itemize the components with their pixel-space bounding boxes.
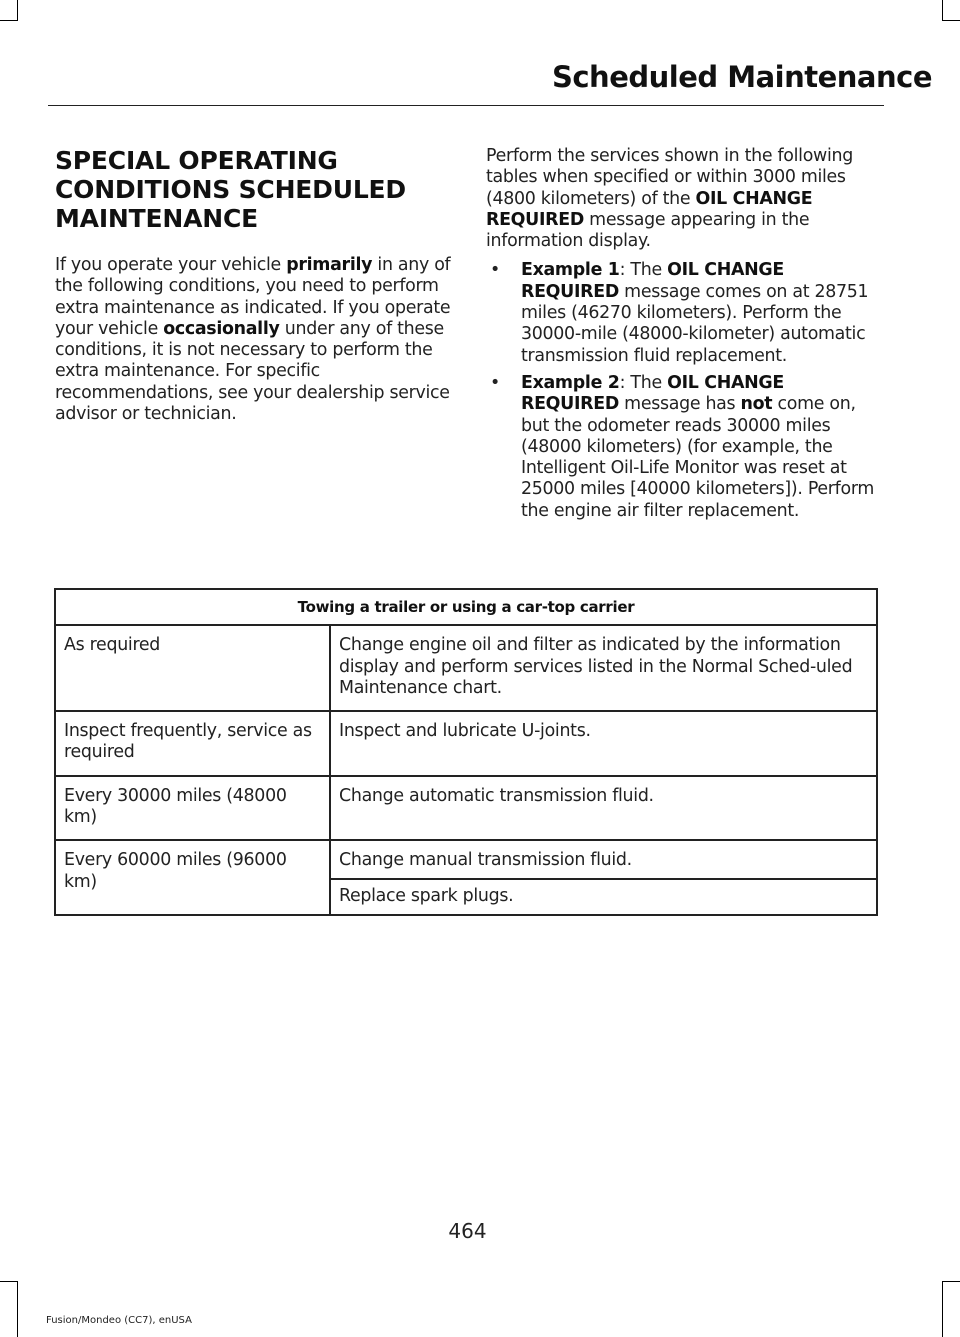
example-item-2: • Example 2: The OIL CHANGE REQUIRED message has not come on, but the odometer reads 30000 miles (48000 kilometers) (for example, the Intelligent Oil-Life Monitor was reset at 25000 miles [40000 kilometers]). Perform the engine air filter replacement. xyxy=(490,372,875,521)
table-row xyxy=(55,711,877,776)
interval-cell: Inspect frequently, service as required xyxy=(55,711,330,776)
service-cell: Replace spark plugs. xyxy=(330,879,877,915)
message-name: OIL CHANGE REQUIRED xyxy=(521,260,784,302)
emphasis-occasionally: occasionally xyxy=(163,318,280,339)
section-heading xyxy=(55,146,455,233)
crop-mark-top-right-horizontal xyxy=(942,20,960,21)
footer-model-label: Fusion/Mondeo (CC7), enUSA xyxy=(46,1315,192,1326)
service-cell: Change engine oil and filter as indicated by the information display and perform services listed in the Normal Sched-uled Maintenance chart. xyxy=(330,625,877,711)
right-column xyxy=(486,146,882,528)
crop-mark-top-right-vertical xyxy=(942,0,943,20)
perform-services-paragraph: Perform the services shown in the following tables when specified or within 3000 miles (4800 kilometers) of the OIL CHANGE REQUIRED message appearing in the information display. xyxy=(486,146,853,252)
running-header-title: Scheduled Maintenance xyxy=(551,60,932,94)
section-heading-line: MAINTENANCE xyxy=(55,204,259,233)
service-cell: Change automatic transmission fluid. xyxy=(330,776,877,841)
bullet: • xyxy=(490,372,500,393)
service-cell: Inspect and lubricate U-joints. xyxy=(330,711,877,776)
message-name: OIL CHANGE REQUIRED xyxy=(486,188,813,230)
interval-cell: As required xyxy=(55,625,330,711)
crop-mark-bottom-left-vertical xyxy=(17,1281,18,1337)
example-item-1: • Example 1: The OIL CHANGE REQUIRED message comes on at 28751 miles (46270 kilometers). Perform the 30000-mile (48000-kilometer) automatic transmission fluid replacement. xyxy=(490,260,869,366)
service-cell: Change manual transmission fluid. xyxy=(330,840,877,878)
bullet: • xyxy=(490,260,500,281)
crop-mark-bottom-right-horizontal xyxy=(942,1281,960,1282)
crop-mark-top-left-horizontal xyxy=(0,20,18,21)
left-column xyxy=(55,146,455,425)
interval-cell: Every 30000 miles (48000 km) xyxy=(55,776,330,841)
table-title-row xyxy=(55,589,877,625)
examples-list xyxy=(486,260,882,522)
crop-mark-bottom-left-horizontal xyxy=(0,1281,18,1282)
interval-cell: Every 60000 miles (96000 km) xyxy=(55,840,330,915)
intro-paragraph: If you operate your vehicle primarily in any of the following conditions, you need to perform extra maintenance as indicated. If you operate your vehicle occasionally under any of these conditions, it is not necessary to perform the extra maintenance. For specific recommendations, see your dealership service advisor or technician. xyxy=(55,255,451,425)
table-row xyxy=(55,776,877,841)
table-row xyxy=(55,840,877,878)
message-name: OIL CHANGE REQUIRED xyxy=(521,372,784,415)
section-heading-line: CONDITIONS SCHEDULED xyxy=(55,175,406,204)
crop-mark-top-left-vertical xyxy=(17,0,18,20)
table-title: Towing a trailer or using a car-top carrier xyxy=(55,589,877,625)
maintenance-table xyxy=(54,588,878,916)
example-label: Example 2 xyxy=(521,372,620,393)
table-row xyxy=(55,625,877,711)
crop-mark-bottom-right-vertical xyxy=(942,1281,943,1337)
section-heading-line: SPECIAL OPERATING xyxy=(55,146,338,175)
header-divider xyxy=(48,105,884,106)
page-number: 464 xyxy=(448,1219,487,1243)
emphasis-not: not xyxy=(740,394,773,415)
emphasis-primarily: primarily xyxy=(286,255,373,275)
example-label: Example 1 xyxy=(521,260,620,281)
